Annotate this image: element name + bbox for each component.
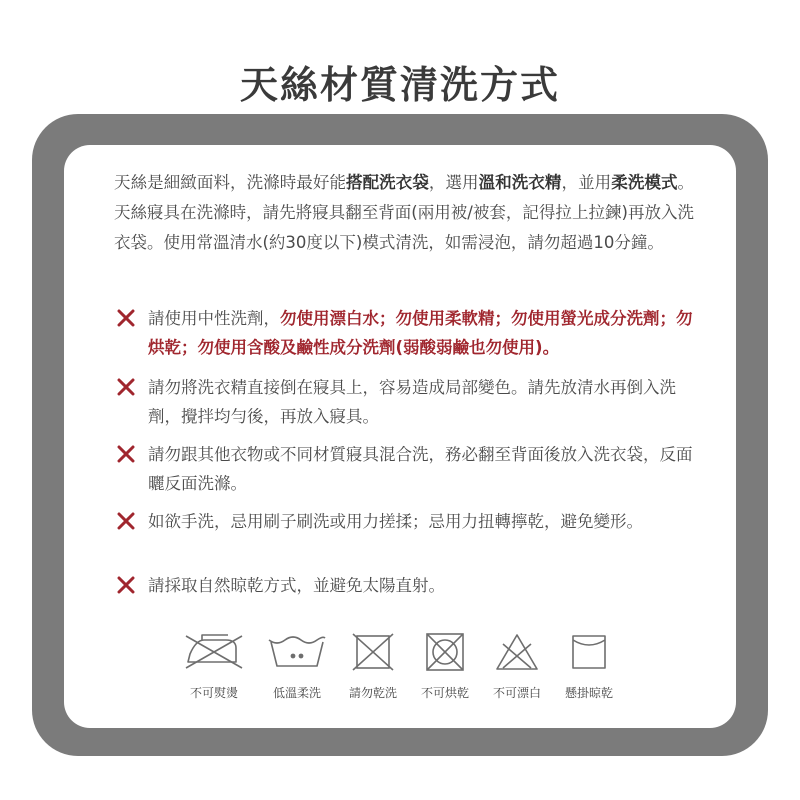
intro-highlight-detergent: 溫和洗衣精	[478, 173, 562, 192]
no-dry-clean-icon	[341, 632, 405, 672]
rule-text: 請勿跟其他衣物或不同材質寢具混合洗，務必翻至背面後放入洗衣袋，反面曬反面洗滌。	[148, 445, 693, 493]
rule-item	[114, 373, 694, 431]
intro-paragraph	[114, 168, 694, 258]
cross-icon	[114, 509, 138, 533]
no-iron-icon	[182, 632, 246, 672]
care-label: 不可漂白	[492, 686, 541, 700]
intro-text-3: ，並用	[561, 173, 612, 192]
care-label: 請勿乾洗	[348, 686, 397, 700]
care-label: 低溫柔洗	[272, 686, 321, 700]
care-symbol-hang-dry	[554, 632, 624, 701]
cross-icon	[114, 573, 138, 597]
rule-item	[114, 507, 694, 536]
no-tumble-dry-icon	[413, 632, 477, 672]
care-symbol-no-bleach	[482, 632, 552, 701]
care-symbol-no-dry-clean	[338, 632, 408, 701]
rule-text: 如欲手洗，忌用刷子刷洗或用力搓揉；忌用力扭轉擰乾，避免變形。	[148, 512, 643, 531]
care-symbol-no-iron	[179, 632, 249, 701]
cross-icon	[114, 442, 138, 466]
intro-text-1: 天絲是細緻面料，洗滌時最好能	[114, 173, 347, 192]
care-label: 不可熨燙	[189, 686, 238, 700]
care-symbol-gentle-wash	[262, 632, 332, 701]
rule-item	[114, 304, 694, 362]
page-title: 天絲材質清洗方式	[239, 63, 560, 107]
no-bleach-icon	[485, 632, 549, 672]
gentle-wash-icon	[265, 632, 329, 672]
care-label: 不可烘乾	[420, 686, 469, 700]
intro-text-2: ，選用	[428, 173, 479, 192]
rule-plain-text: 請使用中性洗劑，	[148, 309, 280, 328]
intro-highlight-gentle-mode: 柔洗模式	[611, 173, 678, 192]
rule-item	[114, 571, 694, 600]
rule-text: 請採取自然晾乾方式，並避免太陽直射。	[148, 576, 445, 595]
care-symbol-no-tumble-dry	[410, 632, 480, 701]
rule-warning-text: 勿使用漂白水；勿使用柔軟精；勿使用螢光成分洗劑；勿烘乾；勿使用含酸及鹼性成分洗劑(弱酸弱鹼也勿使用)。	[148, 309, 693, 357]
intro-text-4: 。天絲寢具在洗滌時，請先將寢具翻至背面(兩用被/被套，記得拉上拉鍊)再放入洗衣袋。使用常溫清水(約30度以下)模式清洗，如需浸泡，請勿超過10分鐘。	[114, 173, 695, 252]
rule-text	[114, 304, 694, 362]
hang-dry-icon	[557, 632, 621, 672]
intro-highlight-laundry-bag: 搭配洗衣袋	[346, 173, 429, 192]
cross-icon	[114, 375, 138, 399]
cross-icon	[114, 306, 138, 330]
rule-item	[114, 440, 694, 498]
rule-text: 請勿將洗衣精直接倒在寢具上，容易造成局部變色。請先放清水再倒入洗劑，攪拌均勻後，再放入寢具。	[148, 378, 676, 426]
care-label: 懸掛晾乾	[564, 686, 613, 700]
